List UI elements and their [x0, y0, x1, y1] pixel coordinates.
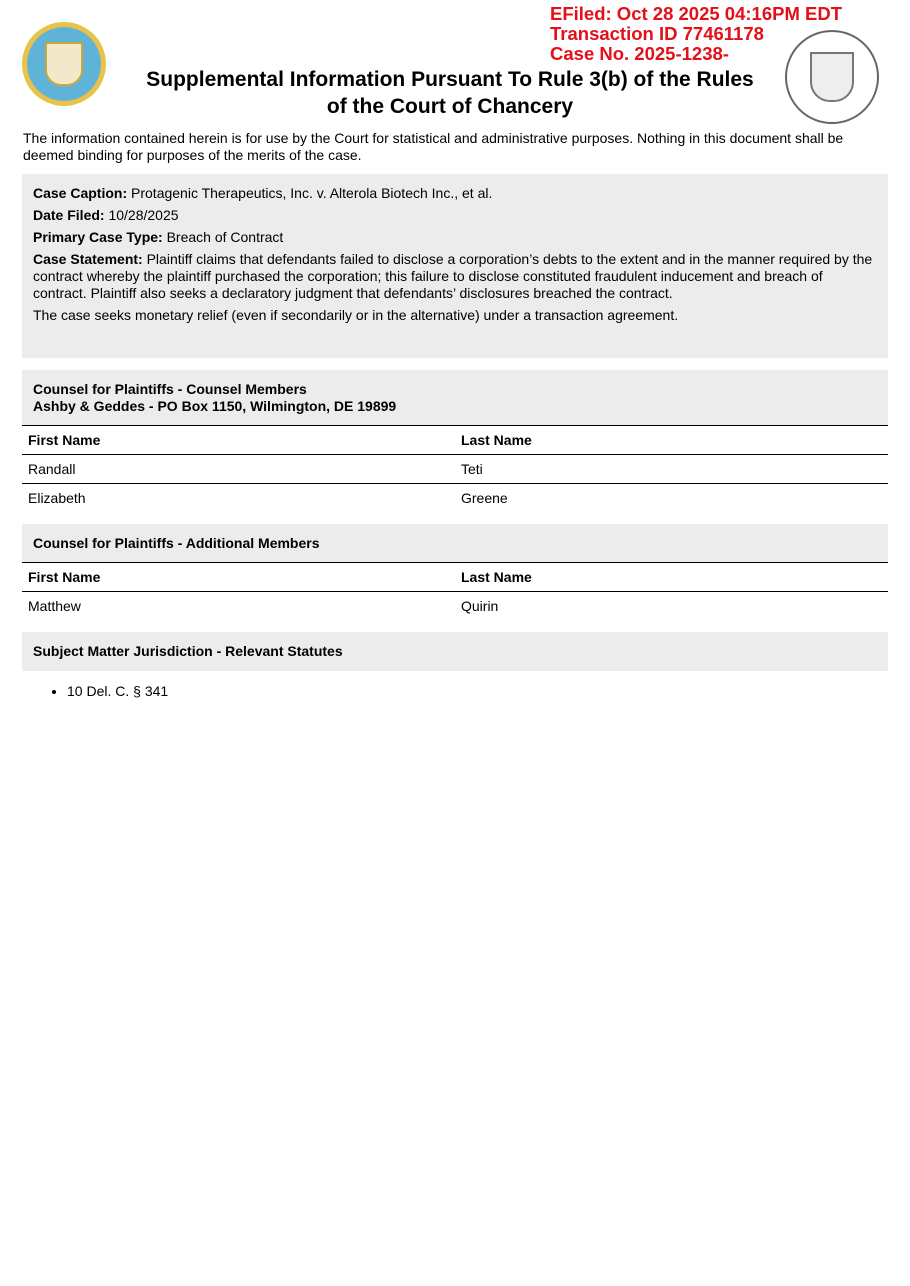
list-item: • 10 Del. C. § 341: [67, 683, 168, 699]
additional-table: [22, 562, 888, 620]
section-title: Counsel for Plaintiffs - Additional Members: [33, 535, 320, 551]
section-title: Subject Matter Jurisdiction - Relevant Statutes: [33, 643, 343, 659]
date-filed: Date Filed: 10/28/2025: [33, 207, 179, 223]
section-title: Counsel for Plaintiffs - Counsel Members: [33, 380, 307, 397]
efiled-date: EFiled: Oct 28 2025 04:16PM EDT: [550, 3, 843, 24]
page-title: [120, 66, 780, 120]
table-row: [22, 455, 888, 484]
transaction-id: Transaction ID 77461178: [550, 23, 764, 44]
last-name: Quirin: [461, 598, 499, 614]
case-statement: Case Statement: Plaintiff claims that defendants failed to disclose a corporation’s debts to the extent and in the manner required by the contract whereby the plaintiff purchased the corporation; this failure to disclose constituted fraudulent inducement and breach of contract. Plaintiff also seeks a declaratory judgment that defendants’ disclosures breached the contract.: [33, 251, 873, 301]
jurisdiction-section-header: [22, 632, 888, 671]
first-name: Matthew: [28, 598, 81, 614]
title-line: of the Court of Chancery: [326, 95, 574, 118]
last-name: Teti: [455, 455, 888, 484]
additional-section-header: [22, 524, 888, 563]
column-header: Last Name: [455, 563, 888, 592]
case-type: Primary Case Type: Breach of Contract: [33, 229, 284, 245]
counsel-section-header: [22, 370, 888, 425]
column-header: First Name: [22, 426, 455, 455]
table-row: [22, 592, 888, 621]
last-name: Greene: [461, 490, 508, 506]
court-seal-logo: [22, 22, 106, 106]
column-header: Last Name: [455, 426, 888, 455]
case-info-box: [22, 174, 888, 358]
table-row: [22, 484, 888, 513]
first-name: Randall: [22, 455, 455, 484]
case-caption: Case Caption: Protagenic Therapeutics, Inc. v. Alterola Biotech Inc., et al.: [33, 185, 493, 201]
intro-text: The information contained herein is for use by the Court for statistical and administrative purposes. Nothing in this document shall be deemed binding for purposes of the merits of the case.: [23, 130, 844, 163]
counsel-table: [22, 425, 888, 512]
efiled-stamp: [550, 4, 842, 64]
statute-list: [22, 683, 168, 699]
title-line: Supplemental Information Pursuant To Rule 3(b) of the Rules: [146, 68, 754, 91]
case-number: Case No. 2025-1238-: [550, 43, 729, 64]
case-relief: The case seeks monetary relief (even if secondarily or in the alternative) under a transaction agreement.: [33, 307, 679, 323]
first-name: Elizabeth: [28, 490, 86, 506]
firm-address: Ashby & Geddes - PO Box 1150, Wilmington, DE 19899: [33, 397, 397, 414]
column-header: First Name: [22, 563, 455, 592]
